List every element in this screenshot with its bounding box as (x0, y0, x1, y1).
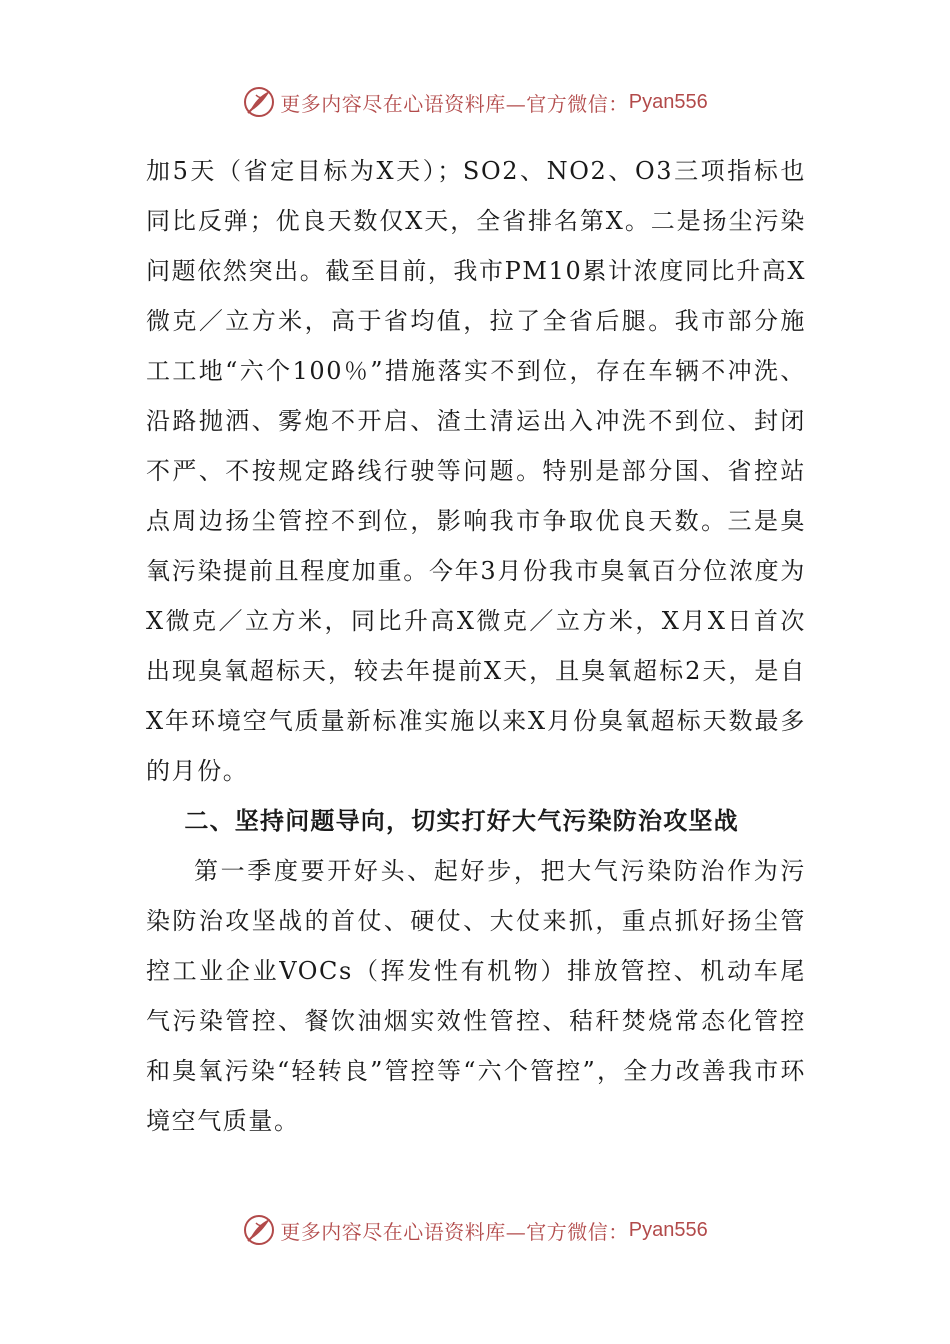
header-wechat-id: Pyan556 (628, 90, 708, 113)
quill-logo-icon (242, 85, 276, 119)
header-watermark-text: 更多内容尽在心语资料库—官方微信： (280, 91, 629, 116)
footer-watermark-banner (0, 1210, 950, 1250)
paragraph-six-controls: 第一季度要开好头、起好步，把大气污染防治作为污染防治攻坚战的首仗、硬仗、大仗来抓，重点抓好扬尘管控工业企业VOCs（挥发性有机物）排放管控、机动车尾气污染管控、餐饮油烟实效性管控、秸秆焚烧常态化管控和臭氧污染“轻转良”管控等“六个管控”，全力改善我市环境空气质量。 (146, 857, 806, 1135)
quill-logo-icon (242, 1213, 276, 1247)
header-watermark-banner (0, 82, 950, 122)
paragraph-air-pollution-issues: 加5天（省定目标为X天）；SO2、NO2、O3三项指标也同比反弹；优良天数仅X天，全省排名第X。二是扬尘污染问题依然突出。截至目前，我市PM10累计浓度同比升高X微克／立方米，高于省均值，拉了全省后腿。我市部分施工工地“六个100％”措施落实不到位，存在车辆不冲洗、沿路抛洒、雾炮不开启、渣土清运出入冲洗不到位、封闭不严、不按规定路线行驶等问题。特别是部分国、省控站点周边扬尘管控不到位，影响我市争取优良天数。三是臭氧污染提前且程度加重。今年3月份我市臭氧百分位浓度为X微克／立方米，同比升高X微克／立方米，X月X日首次出现臭氧超标天，较去年提前X天，且臭氧超标2天，是自X年环境空气质量新标准实施以来X月份臭氧超标天数最多的月份。 (146, 157, 806, 785)
section-heading-2: 二、坚持问题导向，切实打好大气污染防治攻坚战 (184, 807, 739, 835)
footer-wechat-id: Pyan556 (628, 1218, 708, 1241)
footer-watermark-text: 更多内容尽在心语资料库—官方微信： (280, 1219, 629, 1244)
document-body (146, 146, 806, 1146)
